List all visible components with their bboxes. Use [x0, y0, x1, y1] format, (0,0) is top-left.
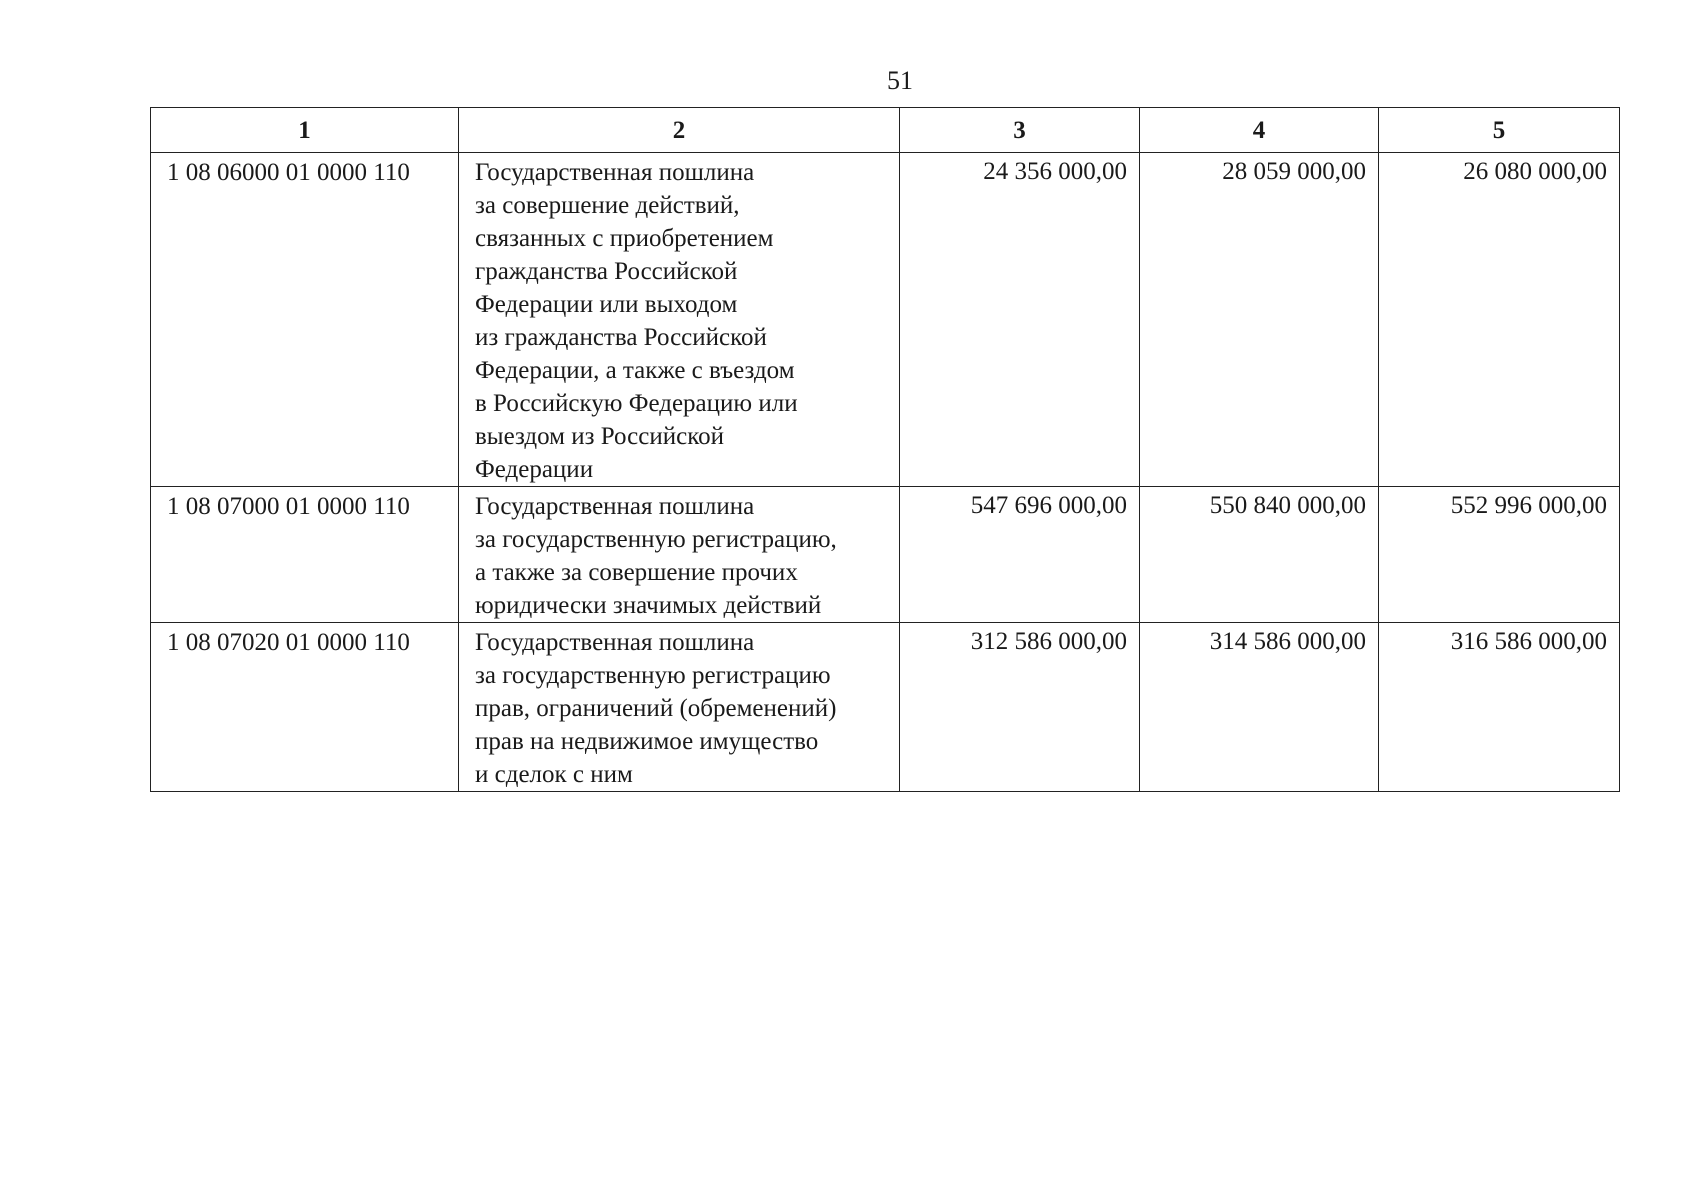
description-line: в Российскую Федерацию или [475, 390, 798, 417]
description-line: прав на недвижимое имущество [475, 728, 819, 755]
column-header-1: 1 [151, 108, 459, 153]
description-line: Федерации, а также с въездом [475, 357, 795, 384]
description-cell [459, 153, 900, 487]
budget-code-cell: 1 08 06000 01 0000 110 [151, 153, 459, 487]
amount-col5-cell: 316 586 000,00 [1379, 623, 1620, 792]
amount-col3-cell: 547 696 000,00 [900, 487, 1140, 623]
description-line: и сделок с ним [475, 761, 633, 788]
budget-code-cell: 1 08 07000 01 0000 110 [151, 487, 459, 623]
description-line: Государственная пошлина [475, 629, 755, 656]
description-line: Государственная пошлина [475, 493, 755, 520]
column-header-4: 4 [1140, 108, 1379, 153]
table-row [151, 487, 1620, 623]
description-line: гражданства Российской [475, 258, 738, 285]
description-line: Федерации [475, 456, 594, 483]
column-header-2: 2 [459, 108, 900, 153]
budget-code-cell: 1 08 07020 01 0000 110 [151, 623, 459, 792]
amount-col4-cell: 28 059 000,00 [1140, 153, 1379, 487]
description-line: а также за совершение прочих [475, 559, 798, 586]
budget-revenue-table [150, 107, 1620, 792]
description-cell [459, 487, 900, 623]
description-line: за государственную регистрацию [475, 662, 831, 689]
description-line: выездом из Российской [475, 423, 724, 450]
table-row [151, 623, 1620, 792]
amount-col4-cell: 550 840 000,00 [1140, 487, 1379, 623]
table-header-row [151, 108, 1620, 153]
description-line: связанных с приобретением [475, 225, 774, 252]
description-line: прав, ограничений (обременений) [475, 695, 837, 722]
description-line: Государственная пошлина [475, 159, 755, 186]
amount-col5-cell: 26 080 000,00 [1379, 153, 1620, 487]
description-cell [459, 623, 900, 792]
description-line: Федерации или выходом [475, 291, 738, 318]
description-line: из гражданства Российской [475, 324, 767, 351]
description-line: юридически значимых действий [475, 592, 822, 619]
table-row [151, 153, 1620, 487]
amount-col4-cell: 314 586 000,00 [1140, 623, 1379, 792]
page-number: 51 [887, 66, 913, 95]
column-header-3: 3 [900, 108, 1140, 153]
column-header-5: 5 [1379, 108, 1620, 153]
amount-col3-cell: 24 356 000,00 [900, 153, 1140, 487]
description-line: за совершение действий, [475, 192, 740, 219]
amount-col3-cell: 312 586 000,00 [900, 623, 1140, 792]
description-line: за государственную регистрацию, [475, 526, 837, 553]
amount-col5-cell: 552 996 000,00 [1379, 487, 1620, 623]
